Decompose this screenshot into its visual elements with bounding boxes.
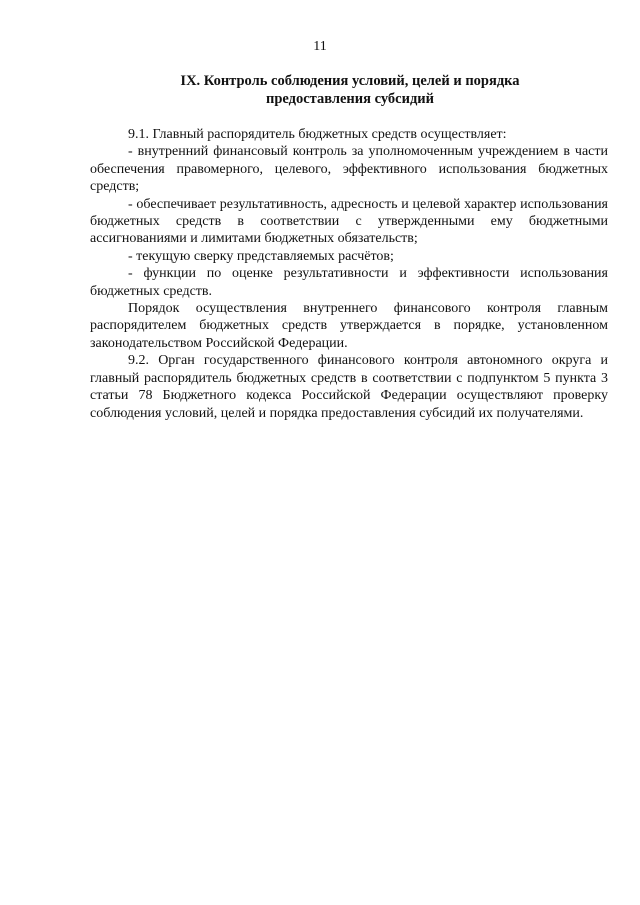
section-title-line-2: предоставления субсидий: [265, 91, 434, 107]
paragraph-9-2: 9.2. Орган государственного финансового контроля автономного округа и главный распорядитель бюджетных средств в соответствии с подпунктом 5 пункта 3 статьи 78 Бюджетного кодекса Российской Федерации осуществляют проверку соблюдения условий, целей и порядка предоставления субсидий их получателями.: [90, 353, 608, 421]
page-number: 11: [313, 39, 327, 54]
list-item-internal-control: - внутренний финансовый контроль за уполномоченным учреждением в части обеспечения правомерного, целевого, эффективного использования бюджетных средств;: [90, 144, 608, 195]
paragraph-9-1-intro: 9.1. Главный распорядитель бюджетных средств осуществляет:: [128, 127, 507, 142]
list-item-effectiveness: - обеспечивает результативность, адресность и целевой характер использования бюджетных средств в соответствии с утвержденными ему бюджетными ассигнованиями и лимитами бюджетных обязательств;: [90, 196, 608, 247]
section-title-line-1: IX. Контроль соблюдения условий, целей и порядка: [180, 73, 520, 89]
section-body: [90, 126, 608, 422]
paragraph-procedure: Порядок осуществления внутреннего финансового контроля главным распорядителем бюджетных средств утверждается в порядке, установленном законодательством Российской Федерации.: [90, 301, 608, 351]
list-item-evaluation: - функции по оценке результативности и эффективности использования бюджетных средств.: [90, 266, 608, 299]
section-title: [90, 72, 610, 108]
list-item-reconciliation: - текущую сверку представляемых расчётов;: [128, 248, 394, 264]
